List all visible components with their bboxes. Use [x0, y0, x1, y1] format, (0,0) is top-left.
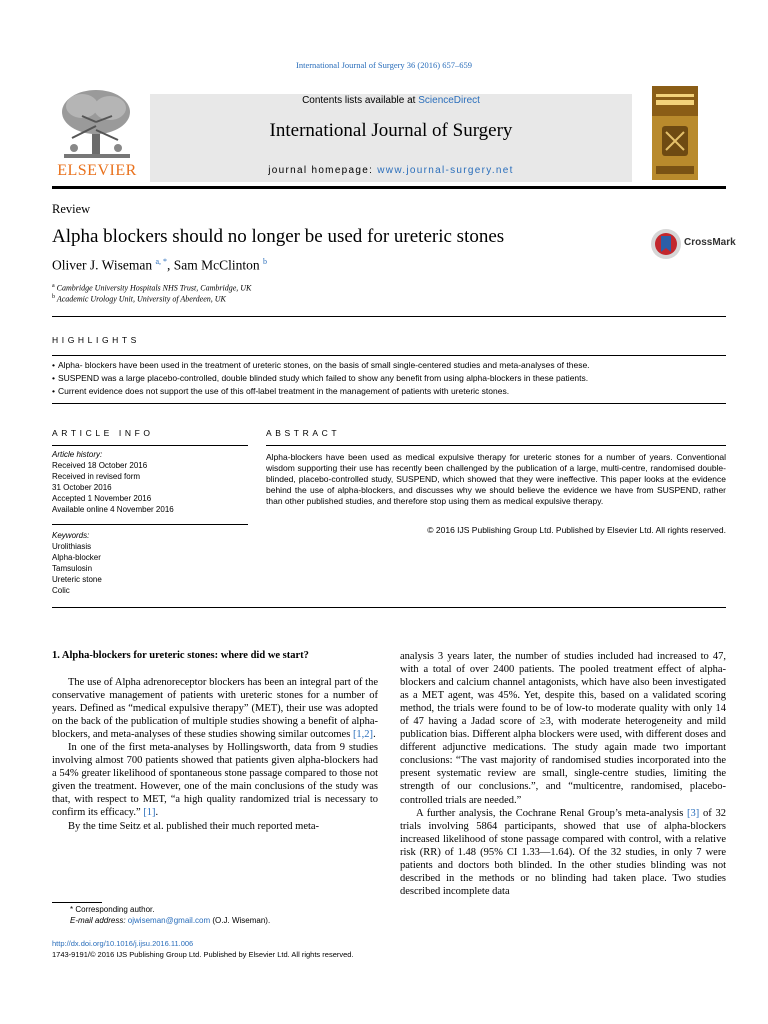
highlight-text: Current evidence does not support the use of this off-label treatment in the management of patients with ureteric stones.: [57, 386, 510, 396]
body-paragraph: [400, 807, 726, 898]
bullet-icon: •: [52, 386, 55, 396]
article-history: [52, 449, 252, 515]
affiliation-mark: a: [52, 283, 55, 289]
corresponding-note: * Corresponding author.: [70, 905, 155, 914]
affiliation-text: Cambridge University Hospitals NHS Trust, Cambridge, UK: [56, 283, 252, 293]
keyword[interactable]: Urolithiasis: [52, 542, 92, 551]
highlight-item: [52, 373, 588, 383]
footnote: [52, 904, 382, 926]
author-affiliation-mark[interactable]: a, *: [155, 257, 168, 266]
paragraph-text: .: [373, 729, 376, 741]
journal-citation[interactable]: International Journal of Surgery 36 (2016) 657–659: [296, 60, 472, 70]
section-heading: 1. Alpha-blockers for ureteric stones: where did we start?: [52, 650, 309, 661]
email-line: [52, 915, 382, 926]
crossmark-label: CrossMark: [684, 237, 736, 248]
contents-prefix: Contents lists available at: [302, 95, 419, 106]
article-title: Alpha blockers should no longer be used for ureteric stones: [52, 226, 505, 247]
footnote-divider: [52, 902, 102, 903]
history-line: Received in revised form: [52, 472, 141, 481]
abstract-end-divider: [52, 607, 726, 608]
affiliation-mark: b: [52, 294, 55, 300]
body-paragraph: [400, 650, 726, 807]
abstract-heading: ABSTRACT: [266, 428, 341, 438]
keywords-block: [52, 530, 252, 596]
crossmark-icon: [650, 228, 682, 260]
body-left-column: [52, 676, 378, 833]
email-label: E-mail address:: [70, 916, 128, 925]
journal-cover-image[interactable]: [652, 86, 698, 180]
abstract-copyright: © 2016 IJS Publishing Group Ltd. Published by Elsevier Ltd. All rights reserved.: [427, 525, 726, 535]
doi-link[interactable]: http://dx.doi.org/10.1016/j.ijsu.2016.11.006: [52, 939, 194, 948]
elsevier-wordmark: ELSEVIER: [57, 162, 137, 179]
issn-copyright: 1743-9191/© 2016 IJS Publishing Group Ltd. Published by Elsevier Ltd. All rights reserved.: [52, 950, 354, 959]
author-separator: ,: [167, 257, 174, 273]
highlight-text: SUSPEND was a large placebo-controlled, double blinded study which failed to show any benefit from using alpha-blockers in these patients.: [57, 373, 589, 383]
email-suffix: (O.J. Wiseman).: [210, 916, 271, 925]
bullet-icon: •: [52, 360, 55, 370]
author-name[interactable]: Oliver J. Wiseman: [52, 257, 153, 273]
keyword[interactable]: Tamsulosin: [52, 564, 93, 573]
affiliation-item: [52, 283, 251, 293]
section-divider: [52, 403, 726, 404]
history-line: Accepted 1 November 2016: [52, 494, 152, 503]
reference-link[interactable]: [3]: [687, 807, 700, 819]
abstract-text: Alpha-blockers have been used as medical expulsive therapy for ureteric stones for a number of years. Conventional wisdom supporting their use has recently been challenged by the publication of a large, multi-centre, randomised double-blinded, placebo-controlled study, SUSPEND, which showed that they were ineffective. This paper looks at the evidence behind the use of alpha-blockers, and discusses why we should believe the evidence we have from SUSPEND, rather than other published studies, and therefore stop using them as medical expulsive therapy.: [266, 452, 726, 507]
keyword[interactable]: Colic: [52, 586, 70, 595]
sciencedirect-link[interactable]: ScienceDirect: [418, 95, 480, 106]
body-paragraph: [52, 820, 378, 833]
article-info-heading: ARTICLE INFO: [52, 428, 154, 438]
bullet-icon: •: [52, 373, 55, 383]
keyword[interactable]: Ureteric stone: [52, 575, 102, 584]
author-list: [52, 257, 267, 274]
journal-title: International Journal of Surgery: [269, 120, 513, 141]
affiliation-text: Academic Urology Unit, University of Aberdeen, UK: [56, 294, 226, 304]
keywords-divider: [52, 524, 248, 525]
homepage-link[interactable]: www.journal-surgery.net: [377, 165, 514, 176]
journal-homepage: [150, 165, 632, 176]
history-line: Available online 4 November 2016: [52, 505, 174, 514]
homepage-prefix: journal homepage:: [268, 165, 378, 176]
reference-link[interactable]: [1,2]: [352, 729, 374, 741]
contents-line: [150, 95, 632, 106]
paragraph-text: of 32 trials involving 5864 participants, showed that use of alpha-blockers increased likelihood of stone passage compared with control, with a relative risk (RR) of 1.48 (95% CI 1.33—1.64). Of the 32 studies, in only 7 were patients and doctors both blinded. In the other studies blinding was not described in the methods or no blinding had taken place. Two studies described incomplete data: [400, 807, 726, 897]
highlight-item: [52, 360, 590, 370]
paragraph-text: analysis 3 years later, the number of studies included had increased to 47, with a total of over 2400 patients. The pooled treatment effect of alpha-blockers and calcium channel antagonists, which have also been investigated as a MET agent, was 45%. Yet, despite this, based on a validated scoring method, the trials were found to be of low-to moderate quality with only 14 of 47 having a Jadad score of ≥3, with moderate heterogeneity and mild publication bias. Different alpha blockers were used, with different doses and different adjunctive medications. The study again made two important conclusions: “The vast majority of randomised studies incorporated into the present systematic review are small, single-centre studies, limiting the strength of our conclusions.”, and “multicentre, randomised, placebo-controlled trials are needed.”: [400, 651, 726, 806]
paragraph-text: In one of the first meta-analyses by Hollingsworth, data from 9 studies involving almost 700 patients showed that patients given alpha-blockers had a 54% greater likelihood of spontaneous stone passage compared to those not given the treatment. However, one of the main conclusions of the study was that, with respect to MET, “a high quality randomized trial is necessary to confirm its efficacy.”: [52, 742, 378, 819]
author-affiliation-mark[interactable]: b: [263, 257, 268, 266]
highlights-divider: [52, 355, 726, 356]
article-info-divider: [52, 445, 248, 446]
history-line: Received 18 October 2016: [52, 461, 148, 470]
highlight-text: Alpha- blockers have been used in the treatment of ureteric stones, on the basis of small single-centered studies and meta-analyses of these.: [57, 360, 590, 370]
author-name[interactable]: Sam McClinton: [173, 257, 260, 273]
history-line: 31 October 2016: [52, 483, 112, 492]
paragraph-text: .: [155, 807, 159, 819]
keywords-label: Keywords:: [52, 531, 90, 540]
body-paragraph: [52, 741, 378, 819]
abstract-divider: [266, 445, 726, 446]
paragraph-text: By the time Seitz et al. published their much reported meta-: [68, 820, 320, 832]
history-label: Article history:: [52, 450, 103, 459]
highlight-item: [52, 386, 509, 396]
reference-link[interactable]: [1]: [143, 807, 156, 819]
affiliation-item: [52, 294, 226, 304]
paragraph-text: A further analysis, the Cochrane Renal Group’s meta-analysis: [416, 807, 688, 819]
highlights-heading: HIGHLIGHTS: [52, 335, 140, 345]
body-right-column: [400, 650, 726, 898]
crossmark-badge[interactable]: [650, 228, 740, 260]
keyword[interactable]: Alpha-blocker: [52, 553, 101, 562]
email-link[interactable]: ojwiseman@gmail.com: [127, 916, 211, 925]
header-divider: [52, 186, 726, 189]
article-type: Review: [52, 202, 91, 216]
section-divider: [52, 316, 726, 317]
paragraph-text: The use of Alpha adrenoreceptor blockers has been an integral part of the conservative management of patients with ureteric stones for a number of years. Defined as “medical expulsive therapy” (MET), their use was adopted on the back of the publication of multiple studies showing a benefit of alpha-blockers, and meta-analyses of these studies showing similar outcomes: [52, 677, 378, 741]
body-paragraph: [52, 676, 378, 741]
